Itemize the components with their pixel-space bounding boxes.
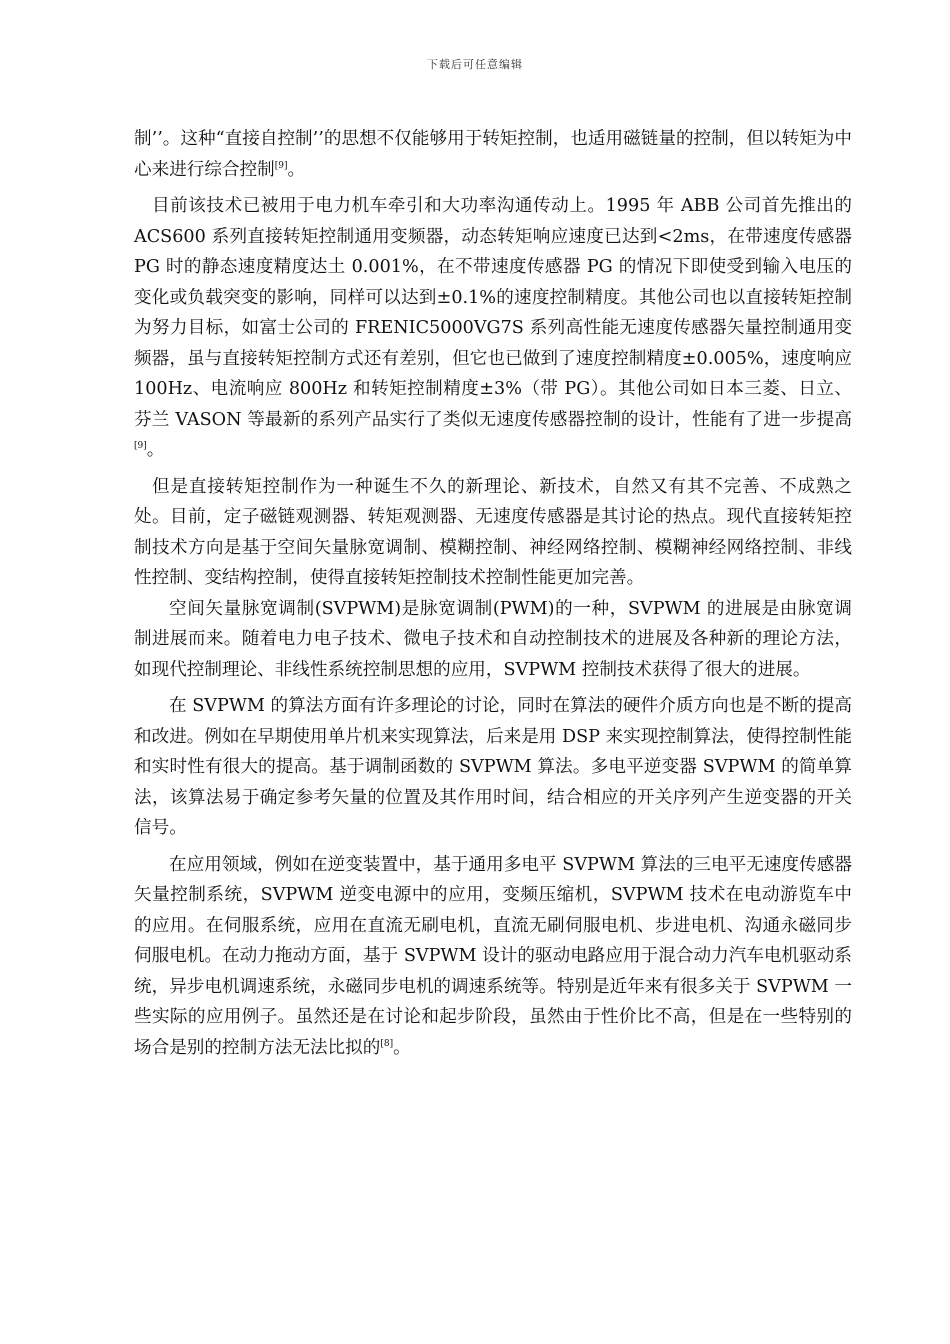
paragraph-5-text: 在 SVPWM 的算法方面有许多理论的讨论，同时在算法的硬件介质方向也是不断的提高和改进。例如在早期使用单片机来实现算法，后来是用 DSP 来实现控制算法，使得控制性能和实时性有很大的提高。基于调制函数的 SVPWM 算法。多电平逆变器 SVPWM 的简单算法，该算法易于确定参考矢量的位置及其作用时间，结合相应的开关序列产生逆变器的开关信号。 (134, 696, 852, 838)
paragraph-6-tail: 。 (393, 1037, 411, 1058)
paragraph-1-text: 制’’。这种“直接自控制’’的思想不仅能够用于转矩控制，也适用磁链量的控制，但以转矩为中心来进行综合控制 (134, 129, 852, 180)
document-body (134, 124, 852, 1063)
paragraph-3 (134, 472, 852, 594)
paragraph-6-text: 在应用领域，例如在逆变装置中，基于通用多电平 SVPWM 算法的三电平无速度传感器矢量控制系统，SVPWM 逆变电源中的应用，变频压缩机，SVPWM 技术在电动游览车中的应用。在伺服系统，应用在直流无刷电机，直流无刷伺服电机、步进电机、沟通永磁同步伺服电机。在动力拖动方面，基于 SVPWM 设计的驱动电路应用于混合动力汽车电机驱动系统，异步电机调速系统，永磁同步电机的调速系统等。特别是近年来有很多关于 SVPWM 一些实际的应用例子。虽然还是在讨论和起步阶段，虽然由于性价比不高，但是在一些特别的场合是别的控制方法无法比拟的 (134, 854, 852, 1058)
citation-9: [9] (274, 160, 288, 171)
citation-8: [8] (380, 1038, 394, 1049)
paragraph-1 (134, 124, 852, 185)
paragraph-6 (134, 850, 852, 1064)
paragraph-3-text: 但是直接转矩控制作为一种诞生不久的新理论、新技术，自然又有其不完善、不成熟之处。目前，定子磁链观测器、转矩观测器、无速度传感器是其讨论的热点。现代直接转矩控制技术方向是基于空间矢量脉宽调制、模糊控制、神经网络控制、模糊神经网络控制、非线性控制、变结构控制，使得直接转矩控制技术控制性能更加完善。 (134, 476, 852, 588)
page-header: 下载后可任意编辑 (427, 58, 523, 71)
citation-9: [9] (134, 441, 147, 451)
paragraph-4 (134, 594, 852, 686)
paragraph-5 (134, 691, 852, 844)
paragraph-4-text: 空间矢量脉宽调制(SVPWM)是脉宽调制(PWM)的一种，SVPWM 的进展是由脉宽调制进展而来。随着电力电子技术、微电子技术和自动控制技术的进展及各种新的理论方法，如现代控制理论、非线性系统控制思想的应用，SVPWM 控制技术获得了很大的进展。 (134, 598, 852, 680)
paragraph-1-tail: 。 (287, 159, 306, 180)
paragraph-2-tail: 。 (146, 440, 165, 460)
paragraph-2 (134, 191, 852, 466)
paragraph-2-text: 目前该技术已被用于电力机车牵引和大功率沟通传动上。1995 年 ABB 公司首先推出的 ACS600 系列直接转矩控制通用变频器，动态转矩响应速度已达到<2ms，在带速度传感器 PG 时的静态速度精度达土 0.001%，在不带速度传感器 PG 的情况下即使受到输入电压的变化或负载突变的影响，同样可以达到±0.1%的速度控制精度。其他公司也以直接转矩控制为努力目标，如富士公司的 FRENIC5000VG7S 系列高性能无速度传感器矢量控制通用变频器，虽与直接转矩控制方式还有差别，但它也已做到了速度控制精度±0.005%，速度响应 100Hz、电流响应 800Hz 和转矩控制精度±3%（带 PG）。其他公司如日本三菱、日立、芬兰 VASON 等最新的系列产品实行了类似无速度传感器控制的设计，性能有了进一步提高 (134, 196, 852, 430)
